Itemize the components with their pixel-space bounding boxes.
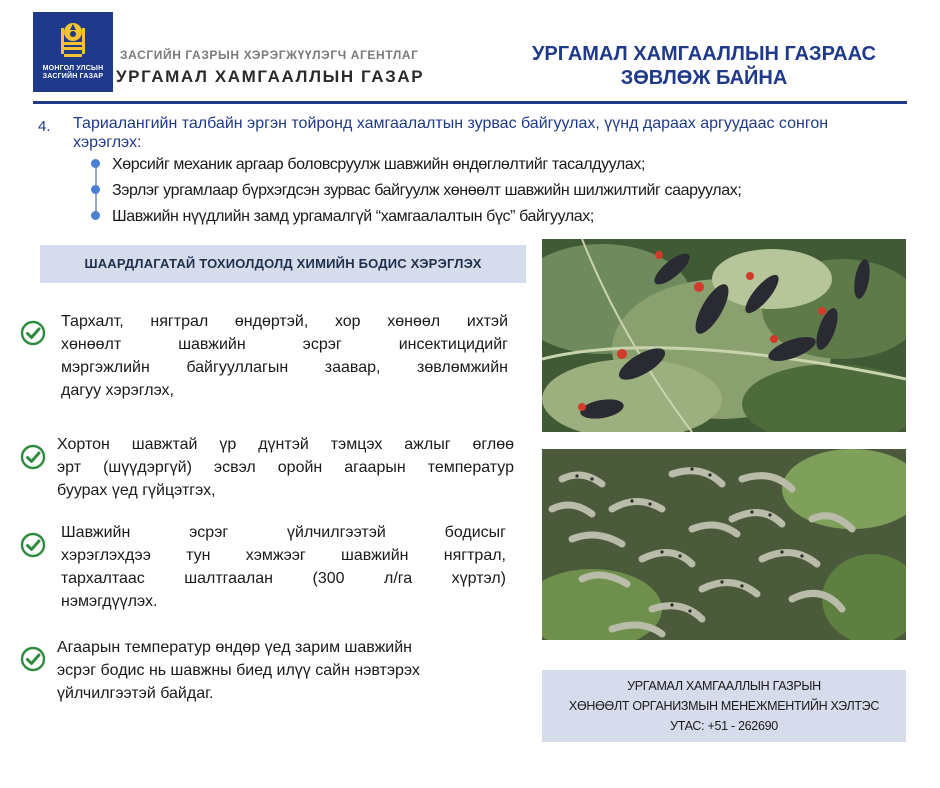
list-item: Хөрсийг механик аргаар боловсруулж шавжийн өндөглөлтийг тасалдуулах; [88,154,918,180]
header-divider [33,101,907,104]
section-number: 4. [38,118,51,135]
dot-icon [91,185,100,194]
check-circle-icon [20,532,46,558]
check-circle-icon [20,444,46,470]
logo-caption: МОНГОЛ УЛСЫН ЗАСГИЙН ГАЗАР [42,65,104,80]
list-item: Зэрлэг ургамлаар бүрхэгдсэн зурвас байгуулж хөнөөлт шавжийн шилжилтийг сааруулах; [88,180,918,206]
dot-icon [91,211,100,220]
agency-label: ЗАСГИЙН ГАЗРЫН ХЭРЭГЖҮҮЛЭГЧ АГЕНТЛАГ [120,48,419,62]
bullet-list [88,154,918,232]
contact-department: ХӨНӨӨЛТ ОРГАНИЗМЫН МЕНЕЖМЕНТИЙН ХЭЛТЭС [568,699,880,713]
soyombo-emblem-icon [55,18,91,62]
list-item: Шавжийн нүүдлийн замд ургамалгүй “хамгаалалтын бүс” байгуулах; [88,206,918,232]
contact-org: УРГАМАЛ ХАМГААЛЛЫН ГАЗРЫН [627,679,821,693]
department-title: УРГАМАЛ ХАМГААЛЛЫН ГАЗАР [116,67,425,86]
check-circle-icon [20,320,46,346]
list-item: Агаарын температур өндөр үед зарим шавжийн эсрэг бодис нь шавжны биед илүү сайн нэвтэрэх үйлчилгээтэй байдаг. [57,639,420,702]
check-circle-icon [20,646,46,672]
dot-icon [91,159,100,168]
caterpillars-photo [542,449,906,640]
government-logo [33,12,113,92]
list-item: Шавжийн эсрэг үйлчилгээтэй бодисыг хэрэглэхдээ тун хэмжээг шавжийн нягтрал, тархалтаас шалтгаалан (300 л/га хүртэл) нэмэгдүүлэх. [61,524,506,610]
list-item: Хортон шавжтай үр дүнтэй тэмцэх ажлыг өглөө эрт (шүүдэргүй) эсвэл оройн агаарын температур буурах үед гүйцэтгэх, [57,436,514,499]
blister-beetles-photo [542,239,906,432]
section-intro: Тариалангийн талбайн эргэн тойронд хамгаалалтын зурвас байгуулах, үүнд дараах аргуудаас сонгон хэрэглэх: [73,115,829,151]
chemical-usage-banner: ШААРДЛАГАТАЙ ТОХИОЛДОЛД ХИМИЙН БОДИС ХЭРЭГЛЭХ [40,245,526,283]
advice-heading: УРГАМАЛ ХАМГААЛЛЫН ГАЗРААС ЗӨВЛӨЖ БАЙНА [531,43,876,89]
contact-phone: УТАС: +51 - 262690 [670,719,778,733]
contact-box [542,670,906,742]
list-item: Тархалт, нягтрал өндөртэй, хор хөнөөл ихтэй хөнөөлт шавжийн эсрэг инсектицидийг мэргэжлийн байгууллагын заавар, зөвлөмжийн дагуу хэрэглэх, [61,313,508,399]
